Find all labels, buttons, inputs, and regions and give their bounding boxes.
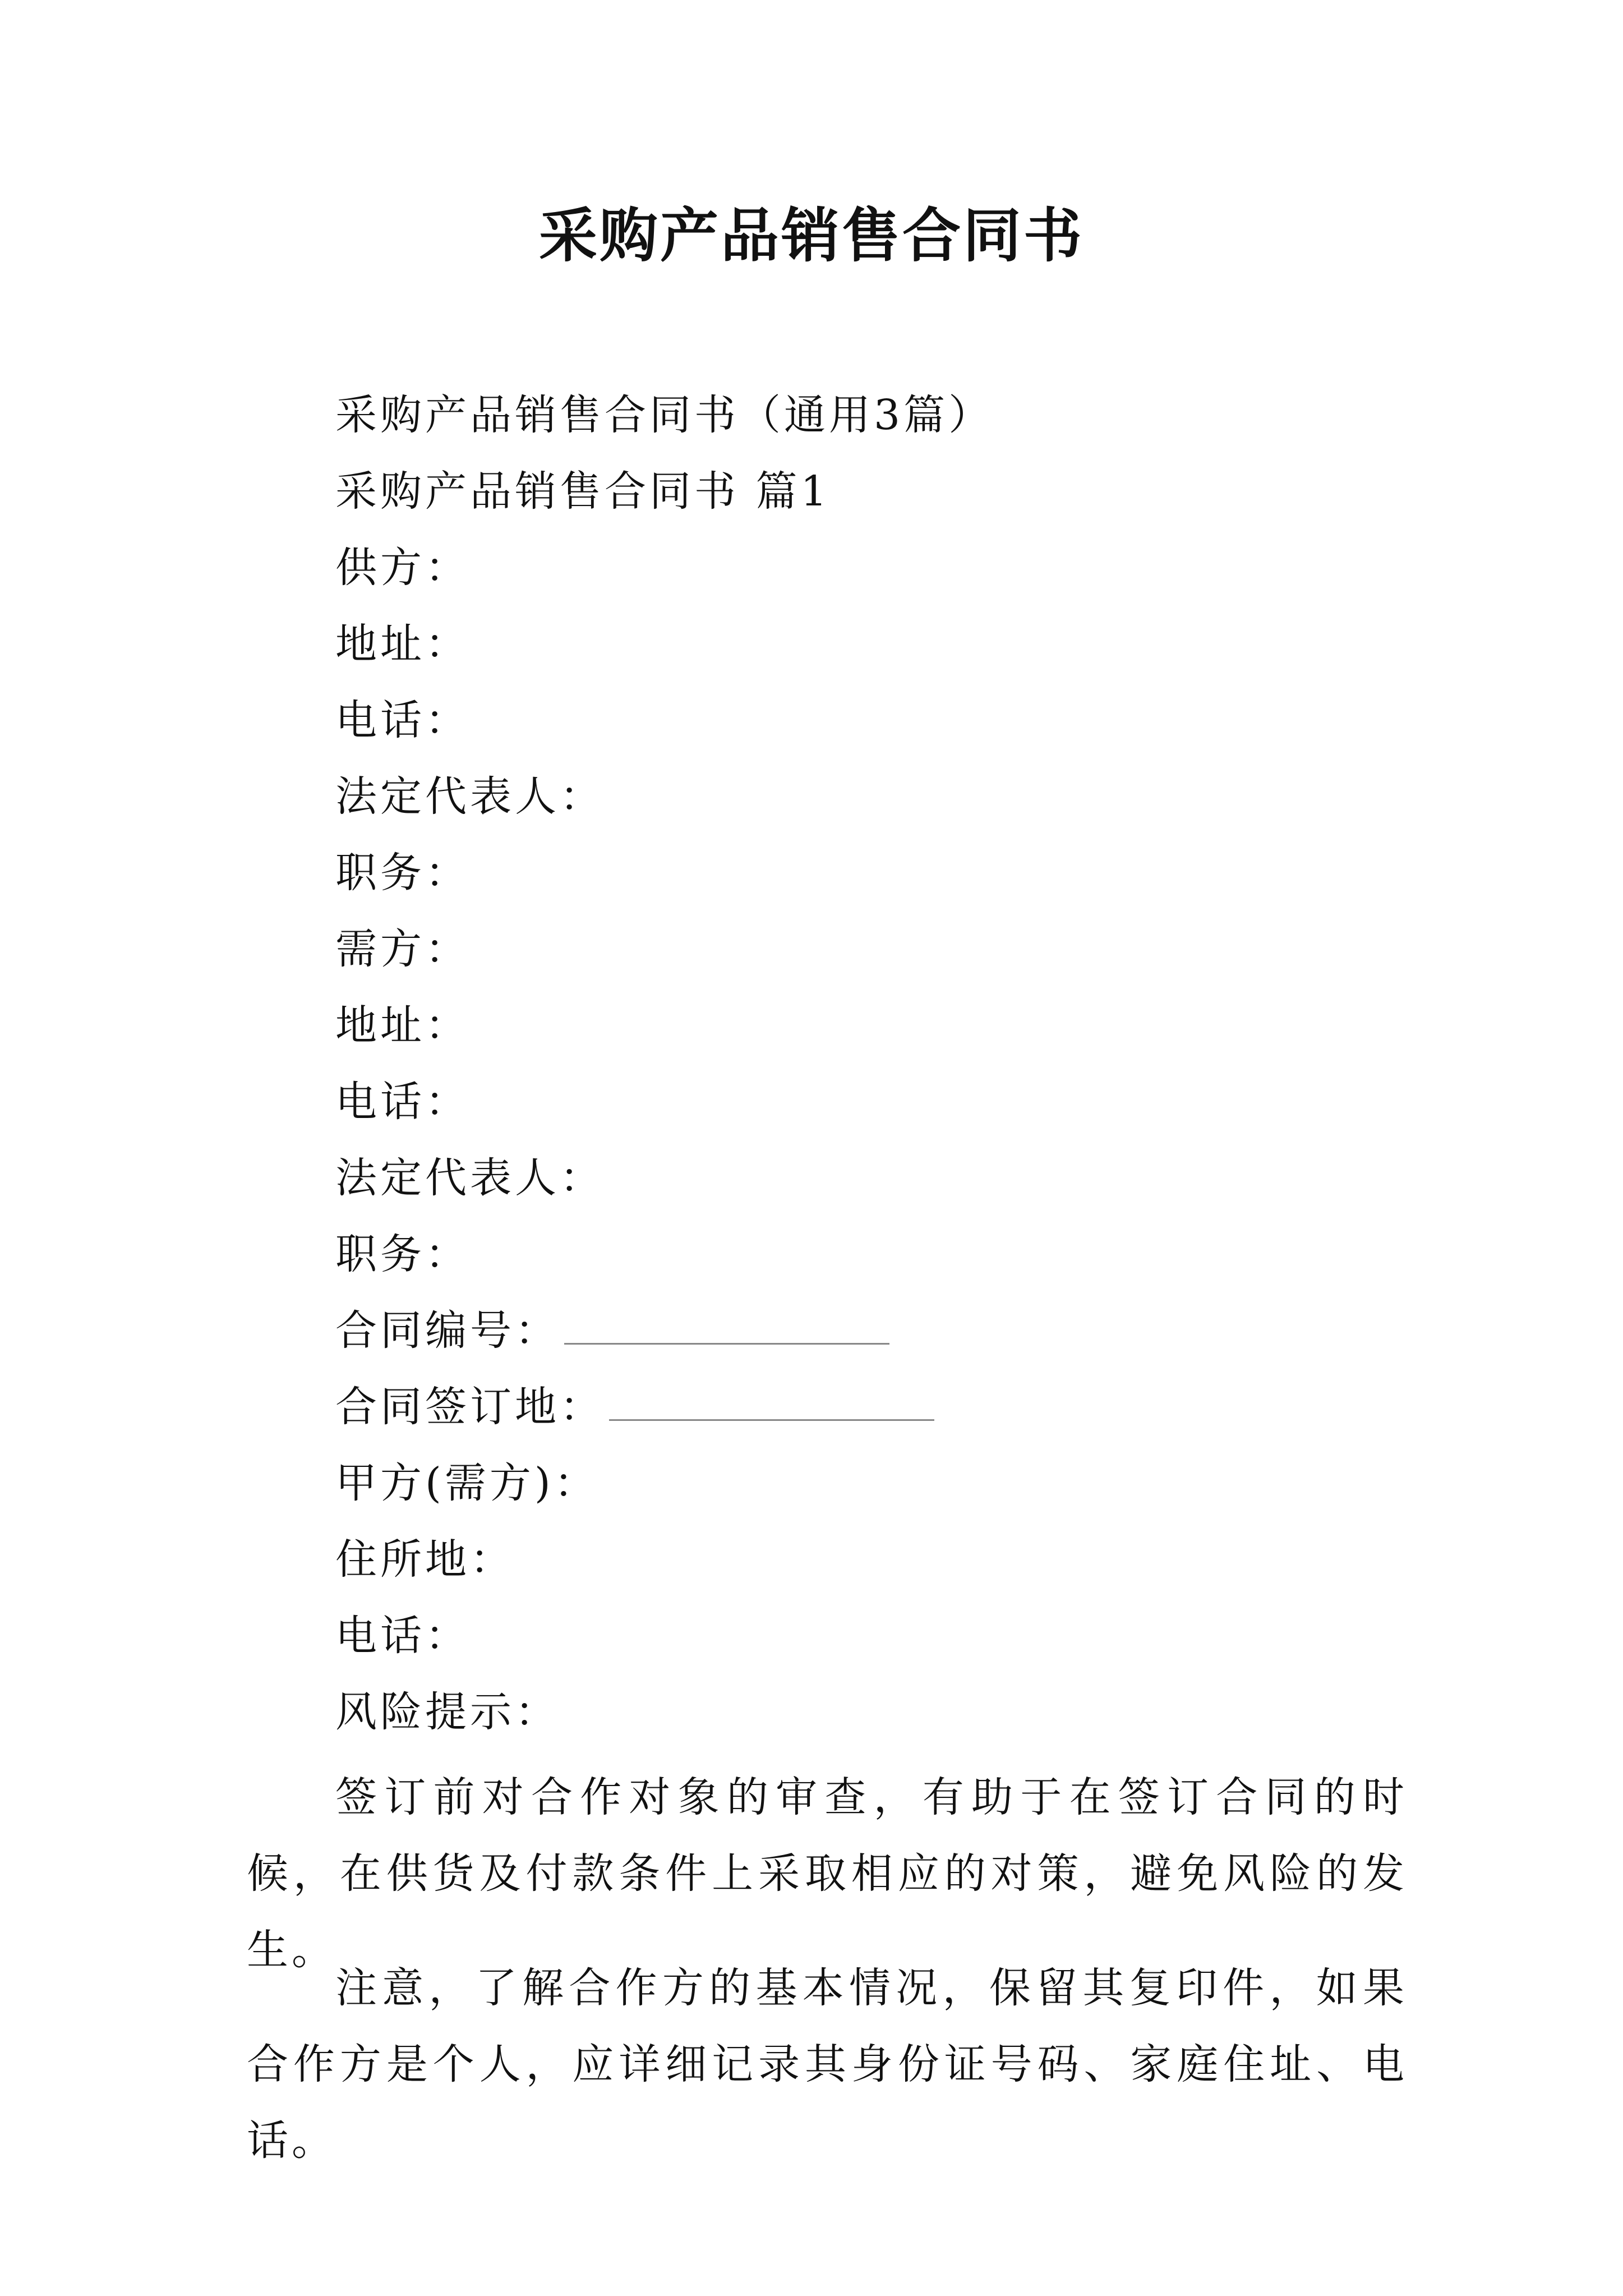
section-heading: 采购产品销售合同书 篇1 — [335, 467, 831, 516]
contract-number-label: 合同编号： — [335, 1306, 560, 1355]
buyer-label: 需方： — [335, 925, 470, 973]
risk-paragraph-review: 签订前对合作对象的审查，有助于在签订合同的时候，在供货及付款条件上采取相应的对策，避免风险的发生。 — [247, 1773, 1408, 1974]
signing-place-blank — [609, 1417, 934, 1421]
subtitle-line: 采购产品销售合同书（通用3篇） — [335, 391, 994, 439]
document-title: 采购产品销售合同书 — [538, 201, 1084, 270]
buyer-phone-label: 电话： — [335, 1078, 470, 1126]
risk-paragraph-notice: 注意，了解合作方的基本情况，保留其复印件，如果合作方是个人，应详细记录其身份证号码、家庭住址、电话。 — [247, 1964, 1408, 2165]
buyer-address-label: 地址： — [335, 1001, 470, 1050]
buyer-position-label: 职务： — [335, 1230, 470, 1278]
supplier-label: 供方： — [335, 544, 470, 592]
contract-number-row — [335, 1292, 1401, 1369]
buyer-legal-rep-label: 法定代表人： — [335, 1154, 605, 1202]
supplier-address-label: 地址： — [335, 620, 470, 668]
signing-place-row — [335, 1369, 1401, 1445]
risk-notice-label: 风险提示： — [335, 1688, 560, 1736]
header-fields — [335, 377, 1401, 1750]
supplier-position-label: 职务： — [335, 849, 470, 897]
party-a-phone-label: 电话： — [335, 1612, 470, 1660]
supplier-phone-label: 电话： — [335, 696, 470, 744]
supplier-legal-rep-label: 法定代表人： — [335, 772, 605, 821]
signing-place-label: 合同签订地： — [335, 1383, 605, 1431]
party-a-label: 甲方(需方)： — [335, 1459, 599, 1507]
contract-number-blank — [564, 1341, 889, 1345]
party-a-residence-label: 住所地： — [335, 1535, 515, 1584]
